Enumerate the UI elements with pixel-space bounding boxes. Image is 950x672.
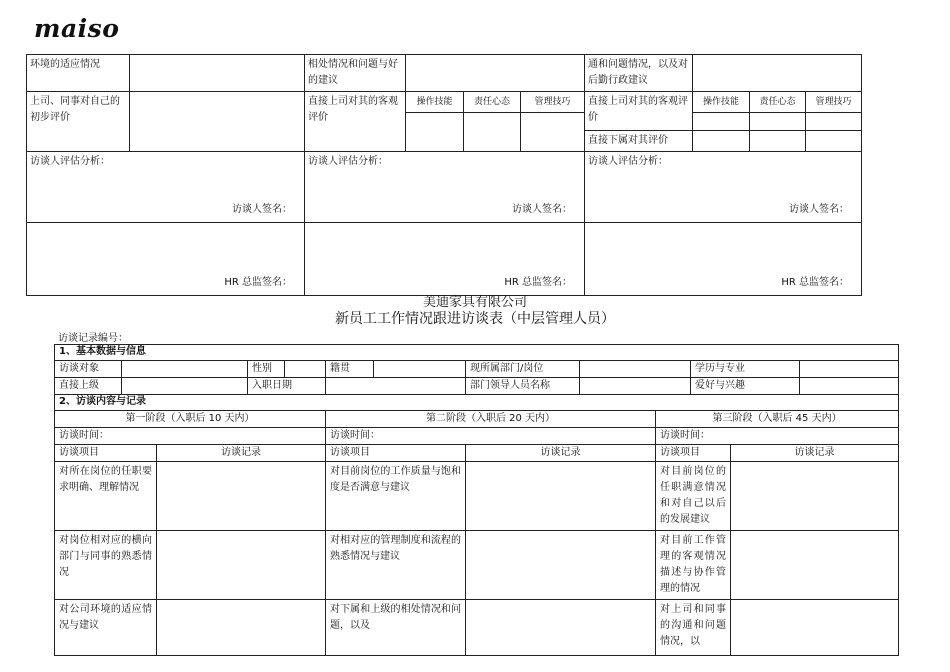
hr-signature-label: HR 总监签名：	[781, 277, 850, 288]
interview-item: 对相对应的管理制度和流程的熟悉情况与建议	[326, 531, 466, 600]
assessment-cell[interactable]	[27, 152, 305, 223]
interview-item: 对所在岗位的任职要求明确、理解情况	[55, 462, 157, 531]
initial-eval-value[interactable]	[130, 92, 305, 152]
stage-1-time[interactable]: 访谈时间：	[55, 428, 326, 445]
supervisor-label: 直接上级	[55, 378, 122, 395]
dept-position-value[interactable]	[580, 361, 691, 378]
skill-score-cell[interactable]	[693, 131, 750, 152]
form-title: 新员工工作情况跟进访谈表（中层管理人员）	[335, 311, 615, 327]
skill-header: 管理技巧	[521, 92, 585, 113]
env-adapt-value[interactable]	[130, 55, 305, 92]
skill-score-cell[interactable]	[750, 113, 806, 131]
communication-label: 通和问题情况，以及对后勤行政建议	[585, 55, 693, 92]
stage-3-header: 第三阶段（入职后 45 天内）	[656, 411, 899, 428]
company-logo: maiso	[34, 14, 120, 43]
hr-signature-label: HR 总监签名：	[224, 277, 292, 288]
interviewee-label: 访谈对象	[55, 361, 122, 378]
interview-record[interactable]	[157, 531, 326, 600]
skill-score-cell[interactable]	[464, 113, 521, 152]
interview-item: 对下属和上级的相处情况和问题，以及	[326, 600, 466, 656]
supervisor-value[interactable]	[122, 378, 248, 395]
origin-label: 籍贯	[326, 361, 374, 378]
interview-record[interactable]	[466, 531, 656, 600]
dept-leader-value[interactable]	[580, 378, 691, 395]
stage-3-time[interactable]: 访谈时间：	[656, 428, 899, 445]
assessment-label: 访谈人评估分析：	[588, 156, 669, 167]
skill-header: 操作技能	[693, 92, 750, 113]
skill-header: 责任心态	[464, 92, 521, 113]
skill-score-cell[interactable]	[806, 131, 862, 152]
interview-item: 对目前岗位的工作质量与饱和度是否满意与建议	[326, 462, 466, 531]
hr-sign-cell[interactable]	[27, 223, 305, 296]
evaluation-table-top	[26, 54, 862, 296]
supervisor-eval-label-3: 直接上司对其的客观评价	[585, 92, 693, 131]
stage-1-header: 第一阶段（入职后 10 天内）	[55, 411, 326, 428]
interview-record[interactable]	[466, 600, 656, 656]
skill-score-cell[interactable]	[750, 131, 806, 152]
interview-item: 对目前岗位的任职满意情况和对自己以后的发展建议	[656, 462, 731, 531]
assessment-label: 访谈人评估分析：	[308, 156, 388, 167]
company-name: 美迪家具有限公司	[422, 295, 527, 310]
hr-sign-cell[interactable]	[585, 223, 862, 296]
record-header: 访谈记录	[731, 445, 899, 462]
interview-item: 对公司环境的适应情况与建议	[55, 600, 157, 656]
hobbies-label: 爱好与兴趣	[691, 378, 800, 395]
interview-form-table	[54, 344, 899, 656]
hr-sign-cell[interactable]	[305, 223, 585, 296]
interview-record[interactable]	[157, 600, 326, 656]
item-header: 访谈项目	[656, 445, 731, 462]
supervisor-eval-label: 直接上司对其的客观评价	[305, 92, 406, 152]
interview-record[interactable]	[731, 531, 899, 600]
skill-score-cell[interactable]	[406, 113, 464, 152]
skill-score-cell[interactable]	[693, 113, 750, 131]
origin-value[interactable]	[374, 361, 466, 378]
hire-date-label: 入职日期	[248, 378, 326, 395]
stage-2-header: 第二阶段（入职后 20 天内）	[326, 411, 656, 428]
section-interview-title: 2、访谈内容与记录	[55, 395, 899, 411]
relations-label: 相处情况和问题与好的建议	[305, 55, 406, 92]
initial-eval-label: 上司、同事对自己的初步评价	[27, 92, 130, 152]
skill-header: 责任心态	[750, 92, 806, 113]
skill-header: 管理技巧	[806, 92, 862, 113]
education-label: 学历与专业	[691, 361, 800, 378]
gender-label: 性别	[248, 361, 285, 378]
section-basic-info-title: 1、基本数据与信息	[55, 345, 899, 361]
record-header: 访谈记录	[157, 445, 326, 462]
env-adapt-label: 环境的适应情况	[27, 55, 130, 92]
interviewee-value[interactable]	[122, 361, 248, 378]
stage-2-time[interactable]: 访谈时间：	[326, 428, 656, 445]
record-header: 访谈记录	[466, 445, 656, 462]
interview-item: 对上司和同事的沟通和问题情况，以	[656, 600, 731, 656]
item-header: 访谈项目	[326, 445, 466, 462]
skill-score-cell[interactable]	[521, 113, 585, 152]
record-number-label: 访谈记录编号：	[58, 333, 128, 344]
assessment-cell[interactable]	[305, 152, 585, 223]
gender-value[interactable]	[285, 361, 326, 378]
interview-record[interactable]	[157, 462, 326, 531]
skill-header: 操作技能	[406, 92, 464, 113]
hobbies-value[interactable]	[800, 378, 899, 395]
interviewer-signature-label: 访谈人签名：	[789, 204, 850, 215]
hr-signature-label: HR 总监签名：	[504, 277, 573, 288]
interview-record[interactable]	[731, 462, 899, 531]
item-header: 访谈项目	[55, 445, 157, 462]
interview-item: 对目前工作管理的客观情况描述与协作管理的情况	[656, 531, 731, 600]
hire-date-value[interactable]	[326, 378, 466, 395]
subordinate-eval-label: 直接下属对其评价	[585, 131, 693, 152]
skill-score-cell[interactable]	[806, 113, 862, 131]
interview-item: 对岗位相对应的横向部门与同事的熟悉情况	[55, 531, 157, 600]
dept-leader-label: 部门领导人员名称	[466, 378, 580, 395]
assessment-cell[interactable]	[585, 152, 862, 223]
dept-position-label: 现所属部门/岗位	[466, 361, 580, 378]
relations-value[interactable]	[406, 55, 585, 92]
communication-value[interactable]	[693, 55, 862, 92]
assessment-label: 访谈人评估分析：	[30, 156, 110, 167]
interviewer-signature-label: 访谈人签名：	[232, 204, 292, 215]
interview-record[interactable]	[731, 600, 899, 656]
education-value[interactable]	[800, 361, 899, 378]
interview-record[interactable]	[466, 462, 656, 531]
interviewer-signature-label: 访谈人签名：	[512, 204, 573, 215]
